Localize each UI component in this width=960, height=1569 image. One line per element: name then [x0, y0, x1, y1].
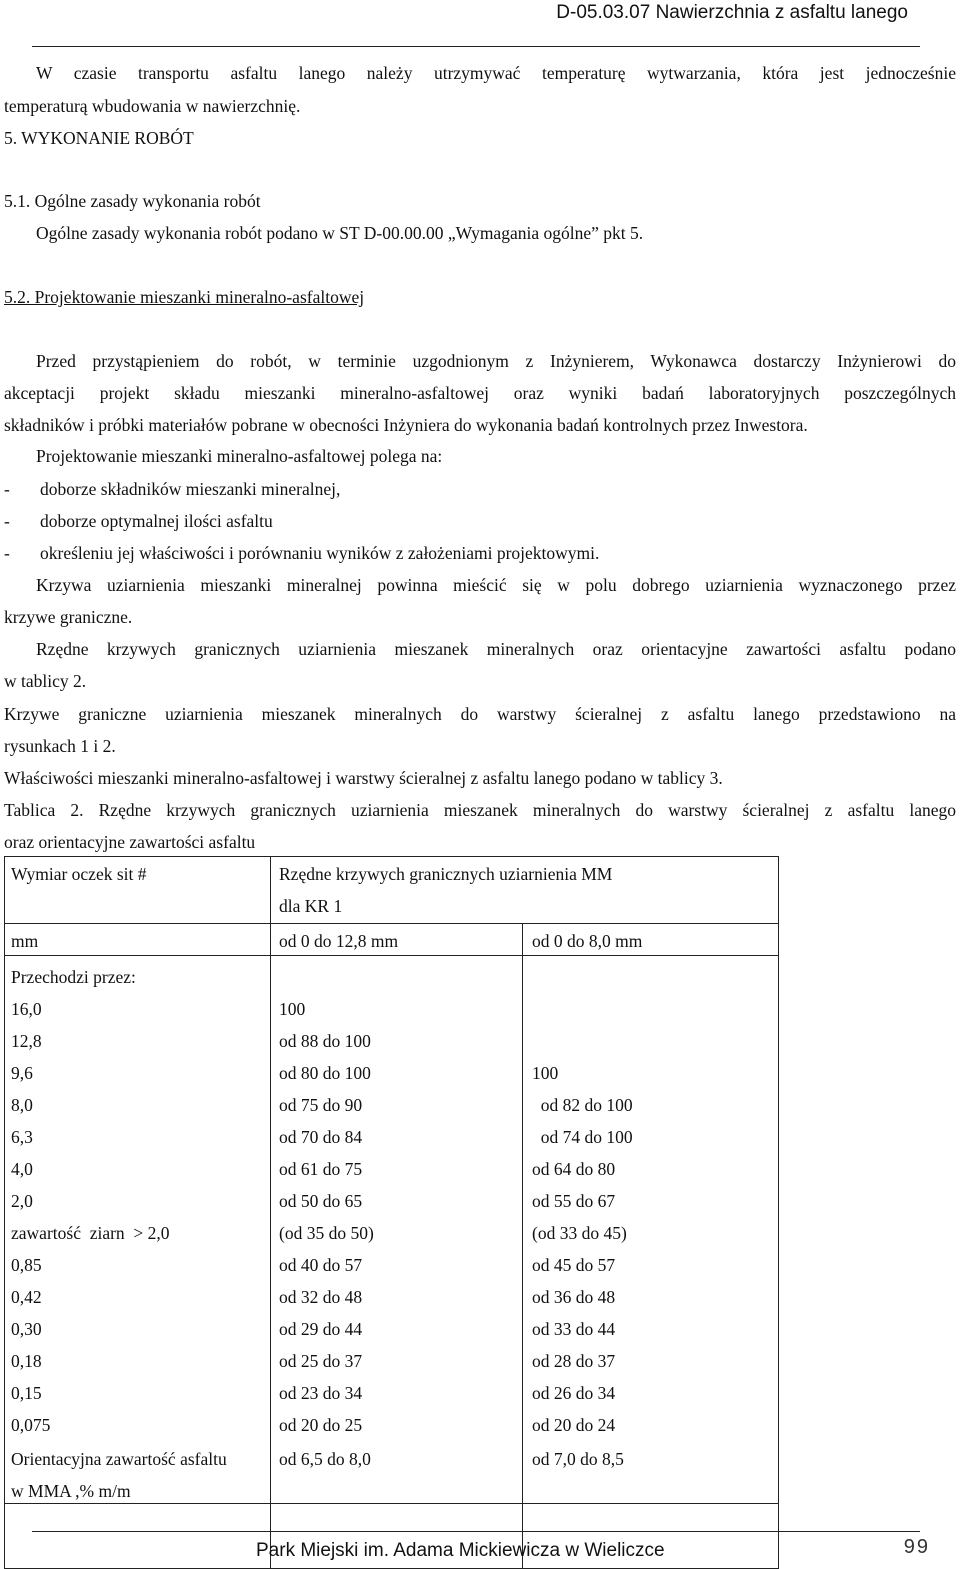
- table-row-sieve: 0,30: [11, 1319, 42, 1339]
- table-row-value-a: od 50 do 65: [279, 1191, 363, 1211]
- bullet-marker: -: [4, 511, 10, 531]
- table-row-sieve: 12,8: [11, 1031, 42, 1051]
- paragraph-ordinates-line-1: Rzędne krzywych granicznych uziarnienia mieszanek mineralnych oraz orientacyjne zawartości asfaltu podano: [36, 639, 956, 659]
- table-row-value-b: od 36 do 48: [532, 1287, 616, 1307]
- table-row-sieve: 0,42: [11, 1287, 42, 1307]
- page-number: 99: [903, 1536, 930, 1558]
- paragraph-limits-line-1: Krzywe graniczne uziarnienia mieszanek mineralnych do warstwy ścieralnej z asfaltu lanego przedstawiono na: [4, 704, 956, 724]
- table-row-value-a: od 70 do 84: [279, 1127, 363, 1147]
- bullet-item-2: doborze optymalnej ilości asfaltu: [40, 511, 273, 531]
- table-row-value-a: 100: [279, 999, 306, 1019]
- paragraph-design-intro: Projektowanie mieszanki mineralno-asfaltowej polega na:: [36, 446, 443, 466]
- table-row-value-a: od 40 do 57: [279, 1255, 363, 1275]
- table-row-sieve: 2,0: [11, 1191, 33, 1211]
- bullet-item-3: określeniu jej właściwości i porównaniu wyników z założeniami projektowymi.: [40, 543, 600, 563]
- table-asphalt-value-a: od 6,5 do 8,0: [279, 1449, 371, 1469]
- document-header-title: D-05.03.07 Nawierzchnia z asfaltu lanego: [556, 2, 908, 23]
- footer-divider: [32, 1531, 920, 1532]
- table-row-sieve: 6,3: [11, 1127, 33, 1147]
- table-row-value-b: od 55 do 67: [532, 1191, 616, 1211]
- paragraph-transport-line-2: temperaturą wbudowania w nawierzchnię.: [4, 96, 301, 116]
- table-row-value-b: od 74 do 100: [532, 1127, 633, 1147]
- table-asphalt-value-b: od 7,0 do 8,5: [532, 1449, 624, 1469]
- table-row-value-b: od 33 do 44: [532, 1319, 616, 1339]
- table-row-value-a: (od 35 do 50): [279, 1223, 374, 1243]
- bullet-item-1: doborze składników mieszanki mineralnej,: [40, 479, 341, 499]
- table-row-value-b: od 45 do 57: [532, 1255, 616, 1275]
- table-row-sieve: 8,0: [11, 1095, 33, 1115]
- bullet-marker: -: [4, 543, 10, 563]
- table-row-value-a: od 25 do 37: [279, 1351, 363, 1371]
- table-passes-label: Przechodzi przez:: [11, 967, 136, 987]
- header-divider: [32, 46, 920, 47]
- table-asphalt-label-line-2: w MMA ,% m/m: [11, 1481, 131, 1501]
- table-unit-label: mm: [11, 931, 39, 951]
- table-header-sieve: Wymiar oczek sit #: [11, 864, 147, 884]
- table-row-value-a: od 61 do 75: [279, 1159, 363, 1179]
- table-cell-asphalt-label: [5, 1504, 271, 1569]
- table-caption-line-1: Tablica 2. Rzędne krzywych granicznych uziarnienia mieszanek mineralnych do warstwy ścieralnej z asfaltu lanego: [4, 800, 956, 820]
- section-heading-5-1: 5.1. Ogólne zasady wykonania robót: [4, 191, 261, 211]
- table-row-value-a: od 75 do 90: [279, 1095, 363, 1115]
- table-row-value-b: od 64 do 80: [532, 1159, 616, 1179]
- table-row-value-b: od 82 do 100: [532, 1095, 633, 1115]
- table-row-sieve: 16,0: [11, 999, 42, 1019]
- table-row-value-a: od 20 do 25: [279, 1415, 363, 1435]
- table-row-sieve: zawartość ziarn > 2,0: [11, 1223, 170, 1243]
- section-heading-5-2: 5.2. Projektowanie mieszanki mineralno-asfaltowej: [4, 287, 365, 307]
- table-header-ordinates-sub: dla KR 1: [279, 896, 343, 916]
- table-row-value-b: 100: [532, 1063, 559, 1083]
- table-row-sieve: 0,075: [11, 1415, 51, 1435]
- paragraph-ordinates-line-2: w tablicy 2.: [4, 671, 87, 691]
- table-row-sieve: 0,15: [11, 1383, 42, 1403]
- table-row-value-a: od 88 do 100: [279, 1031, 371, 1051]
- table-row-value-b: (od 33 do 45): [532, 1223, 627, 1243]
- table-asphalt-label-line-1: Orientacyjna zawartość asfaltu: [11, 1449, 227, 1469]
- table-row-value-a: od 80 do 100: [279, 1063, 371, 1083]
- paragraph-general-rules: Ogólne zasady wykonania robót podano w ST D-00.00.00 „Wymagania ogólne” pkt 5.: [36, 223, 644, 243]
- table-row-sieve: 4,0: [11, 1159, 33, 1179]
- table-header-ordinates: Rzędne krzywych granicznych uziarnienia MM: [279, 864, 613, 884]
- footer-title: Park Miejski im. Adama Mickiewicza w Wieliczce: [256, 1540, 665, 1561]
- paragraph-curve-line-2: krzywe graniczne.: [4, 607, 133, 627]
- table-caption-line-2: oraz orientacyjne zawartości asfaltu: [4, 832, 256, 852]
- table-row-sieve: 9,6: [11, 1063, 33, 1083]
- table-row-value-b: od 20 do 24: [532, 1415, 616, 1435]
- table-row-value-a: od 23 do 34: [279, 1383, 363, 1403]
- paragraph-curve-line-1: Krzywa uziarnienia mieszanki mineralnej powinna mieścić się w polu dobrego uziarnienia wyznaczonego przez: [36, 575, 956, 595]
- paragraph-before-line-1: Przed przystąpieniem do robót, w terminie uzgodnionym z Inżynierem, Wykonawca dostarczy Inżynierowi do: [36, 351, 956, 371]
- table-row-value-a: od 32 do 48: [279, 1287, 363, 1307]
- paragraph-properties: Właściwości mieszanki mineralno-asfaltowej i warstwy ścieralnej z asfaltu lanego podano w tablicy 3.: [4, 768, 723, 788]
- paragraph-before-line-3: składników i próbki materiałów pobrane w obecności Inżyniera do wykonania badań kontrolnych przez Inwestora.: [4, 415, 808, 435]
- table-row-value-b: od 28 do 37: [532, 1351, 616, 1371]
- table-range-b-label: od 0 do 8,0 mm: [532, 931, 643, 951]
- bullet-marker: -: [4, 479, 10, 499]
- table-row-sieve: 0,18: [11, 1351, 42, 1371]
- table-range-a-label: od 0 do 12,8 mm: [279, 931, 399, 951]
- section-heading-5: 5. WYKONANIE ROBÓT: [4, 128, 194, 148]
- paragraph-limits-line-2: rysunkach 1 i 2.: [4, 736, 116, 756]
- table-row-value-b: od 26 do 34: [532, 1383, 616, 1403]
- table-cell-unit: [5, 924, 271, 956]
- paragraph-transport-line-1: W czasie transportu asfaltu lanego należy utrzymywać temperaturę wytwarzania, która jest jednocześnie: [36, 63, 956, 83]
- paragraph-before-line-2: akceptacji projekt składu mieszanki mineralno-asfaltowej oraz wyniki badań laboratoryjnych poszczególnych: [4, 383, 956, 403]
- table-row-sieve: 0,85: [11, 1255, 42, 1275]
- table-row-value-a: od 29 do 44: [279, 1319, 363, 1339]
